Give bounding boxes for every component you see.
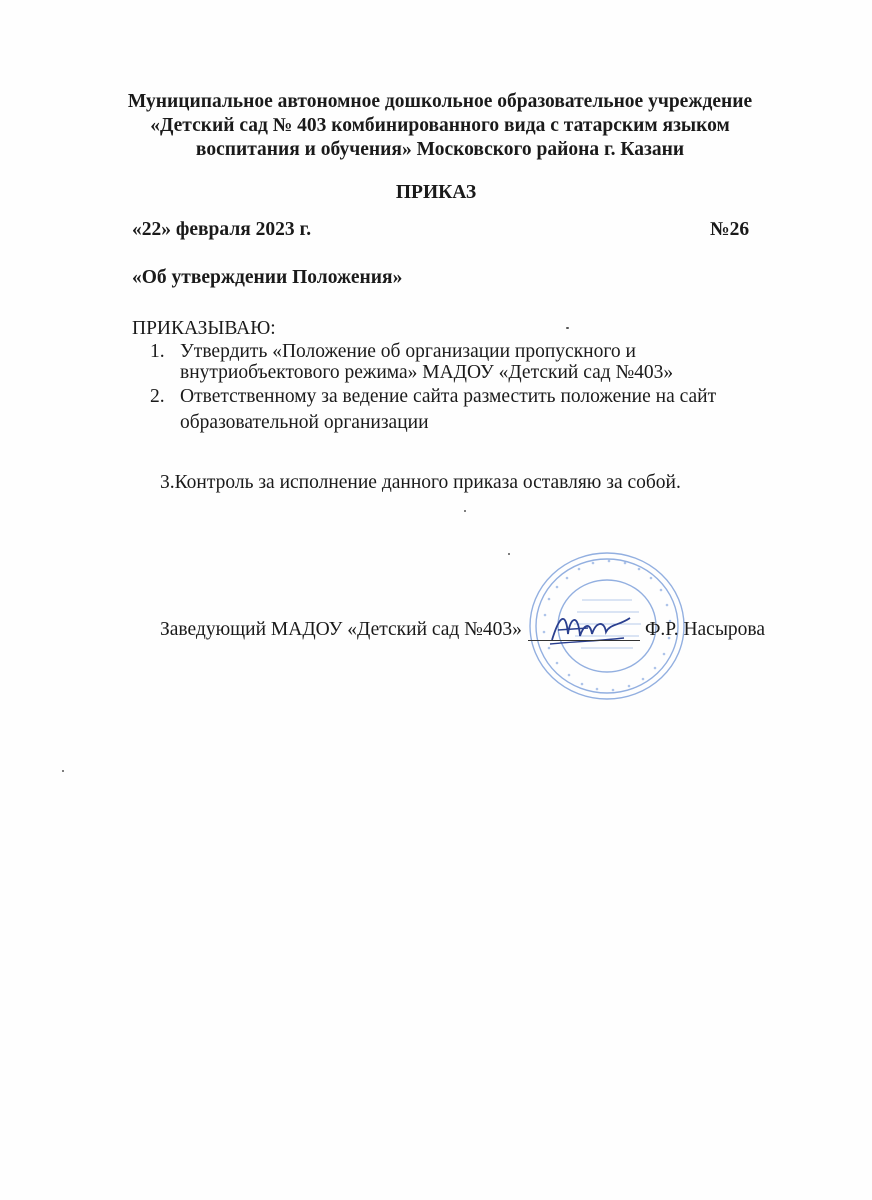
order-items-list [150,341,770,436]
item-number: 1. [150,341,165,362]
list-item [150,384,770,436]
item-number: 2. [150,386,165,407]
item-text [180,341,770,383]
scan-speck [566,327,569,329]
order-subject: «Об утверждении Положения» [132,267,403,288]
item-text-line: Утвердить «Положение об организации пропускного и [180,341,636,362]
item-text-line: внутриобъектового режима» МАДОУ «Детский сад №403» [180,362,674,383]
handwritten-signature [548,604,633,648]
header-line-2: «Детский сад № 403 комбинированного вида с татарским языком [150,115,730,136]
scan-speck [508,553,510,555]
header-line-3: воспитания и обучения» Московского района г. Казани [195,139,685,160]
list-item [150,341,770,383]
control-item: 3.Контроль за исполнение данного приказа оставляю за собой. [160,472,681,493]
scan-speck [464,510,466,512]
document-title: ПРИКАЗ [395,182,477,203]
organization-header [90,90,790,162]
header-line-1: Муниципальное автономное дошкольное образовательное учреждение [127,91,753,112]
signer-name: Ф.Р. Насырова [645,619,766,640]
signer-position: Заведующий МАДОУ «Детский сад №403» [160,619,522,640]
item-text [180,384,770,436]
order-number: №26 [710,219,750,240]
order-date: «22» февраля 2023 г. [132,219,312,240]
item-text-line: Ответственному за ведение сайта разместить положение на сайт [180,386,717,407]
signature-line [528,640,640,641]
item-text-line: образовательной организации [180,412,429,433]
command-word: ПРИКАЗЫВАЮ: [132,318,276,339]
scan-speck [62,770,64,772]
